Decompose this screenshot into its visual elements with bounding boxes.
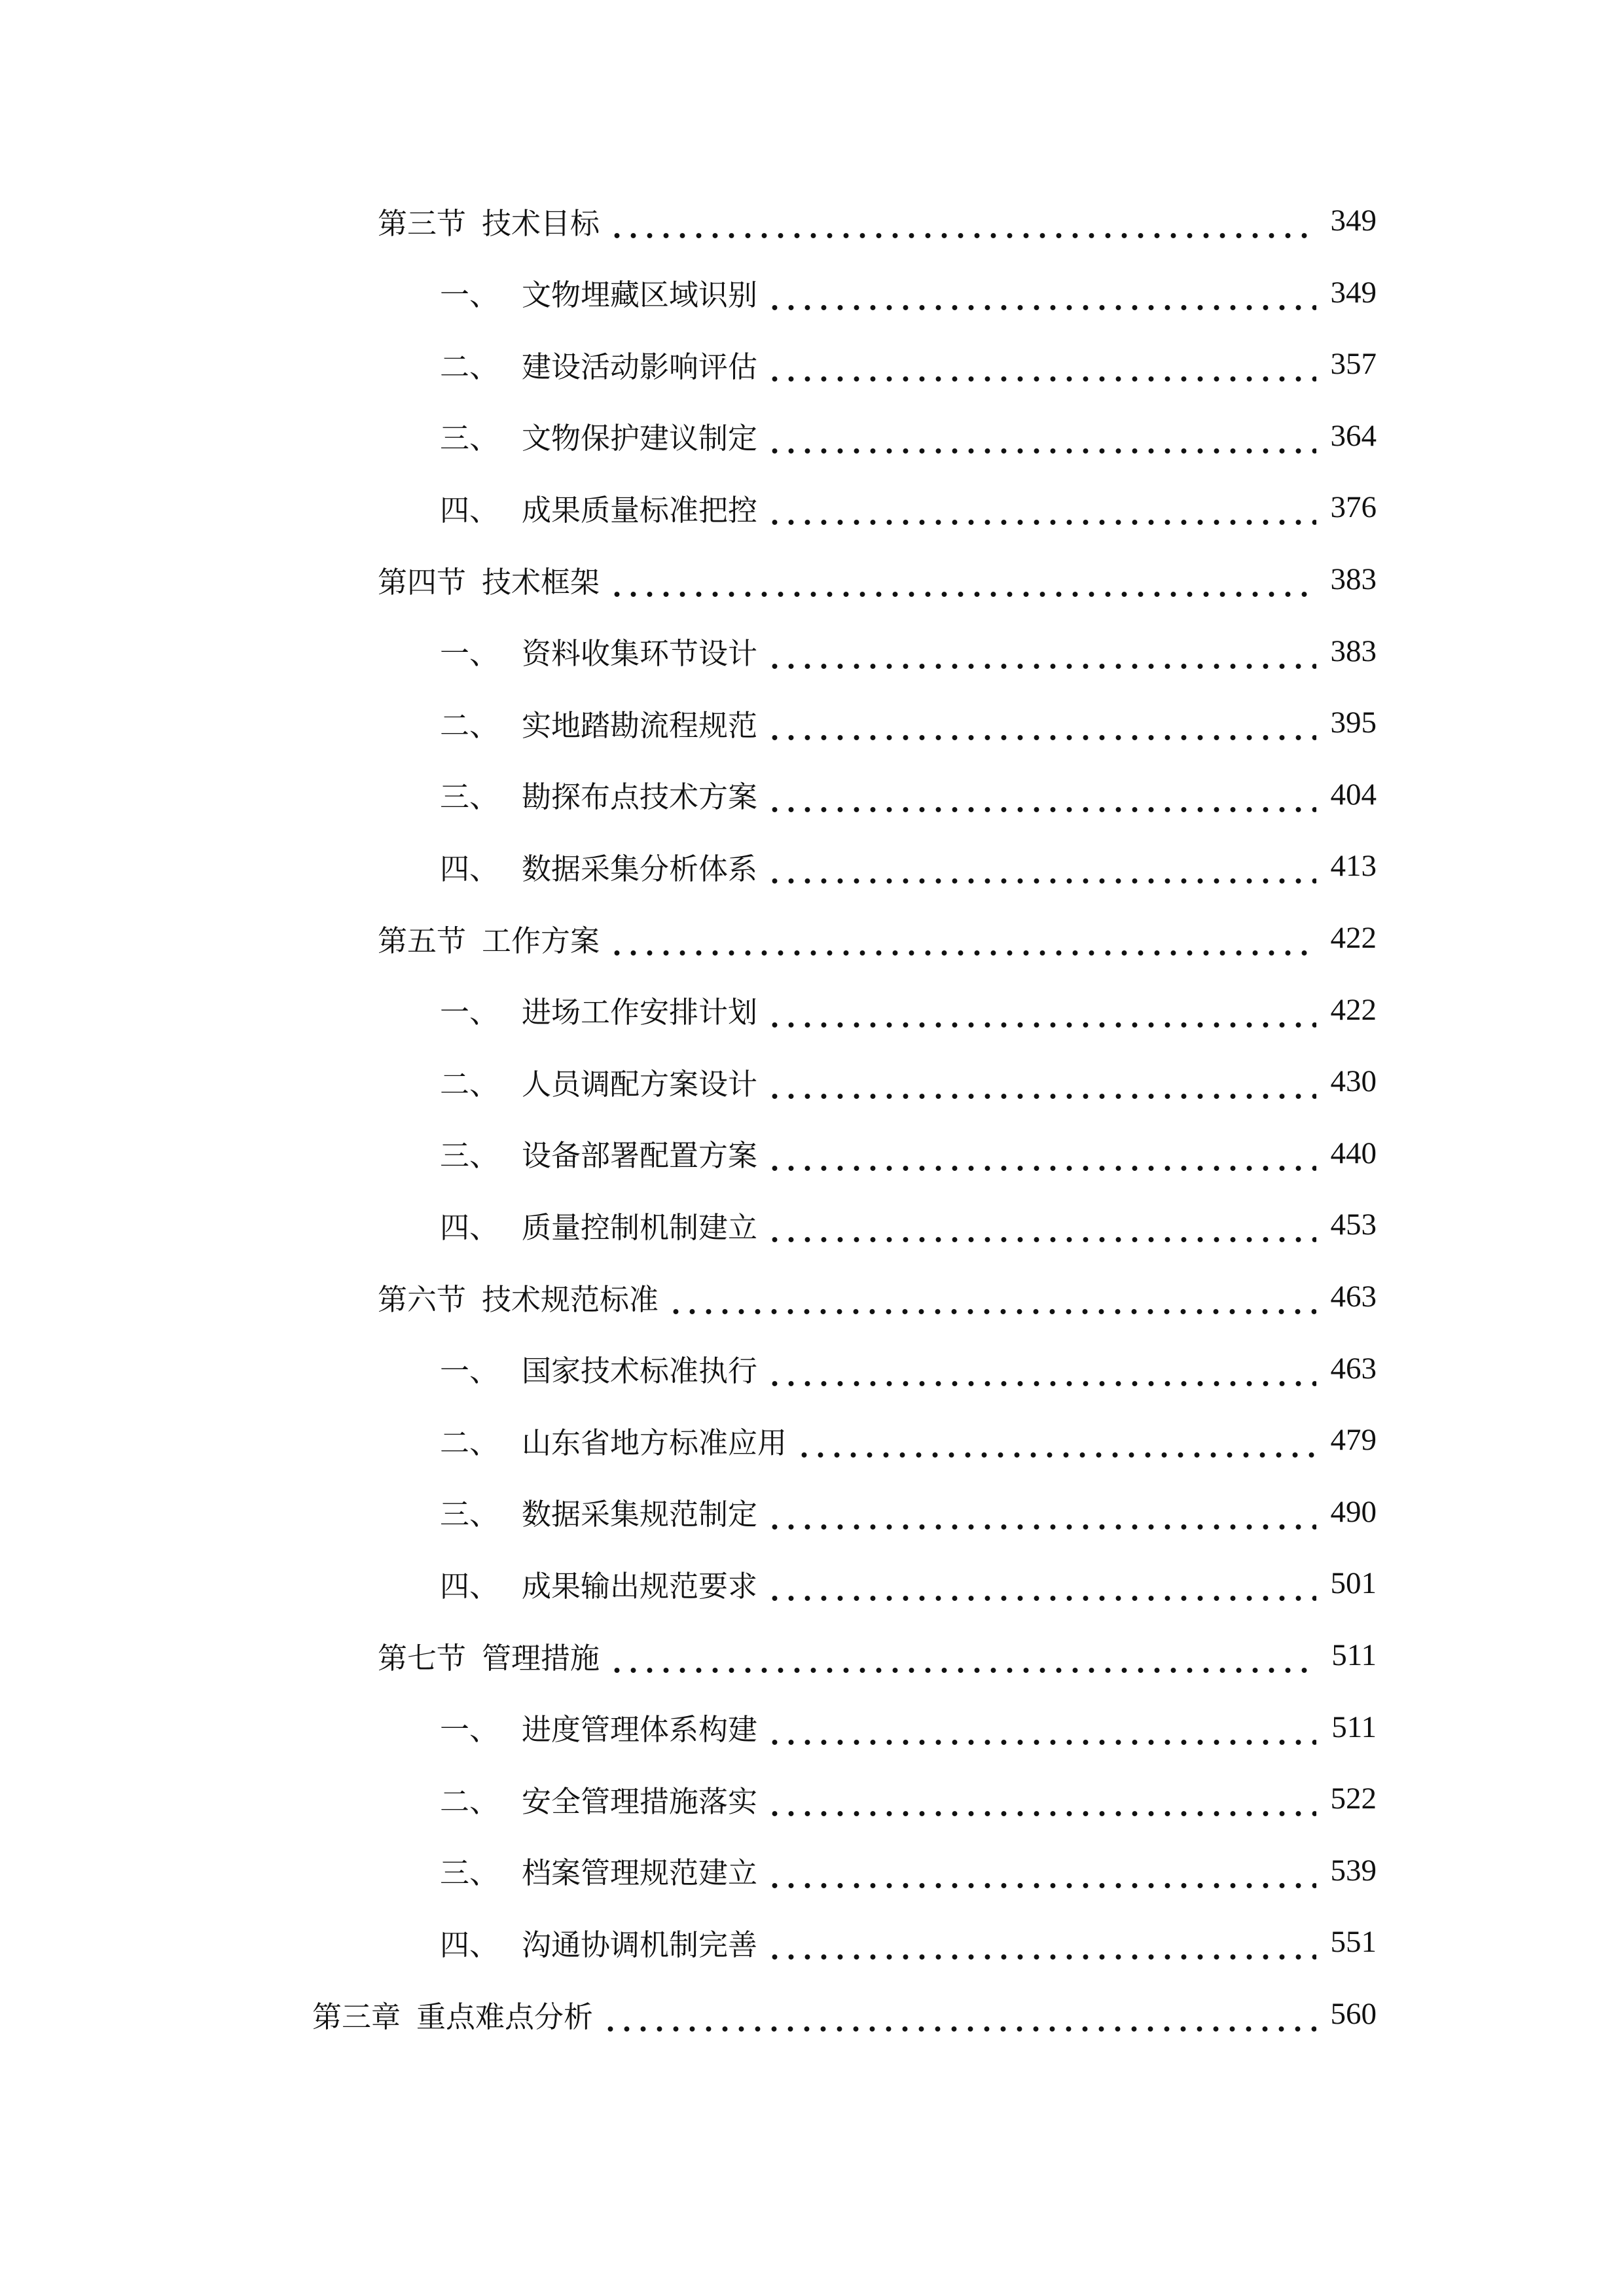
- toc-entry-title: 成果质量标准把控: [522, 492, 758, 528]
- toc-entry-number: 第四节: [378, 564, 467, 600]
- toc-entry-title: 数据采集分析体系: [522, 851, 758, 886]
- toc-entry-page-number: 383: [1330, 562, 1377, 596]
- dot-leader: [665, 1274, 1316, 1319]
- toc-entry-item[interactable]: [440, 484, 1377, 530]
- toc-entry-page-number: 404: [1330, 777, 1377, 812]
- toc-entry-page-number: 539: [1330, 1853, 1377, 1888]
- toc-entry-item[interactable]: [440, 1130, 1377, 1176]
- dot-leader: [764, 1560, 1316, 1606]
- dot-leader: [606, 556, 1316, 602]
- toc-entry-item[interactable]: [440, 628, 1377, 674]
- toc-entry-number: 一、: [440, 1712, 499, 1748]
- toc-entry-title: 设备部署配置方案: [522, 1138, 758, 1174]
- dot-leader: [764, 341, 1316, 387]
- toc-entry-item[interactable]: [440, 1489, 1377, 1535]
- toc-entry-item[interactable]: [440, 1346, 1377, 1391]
- toc-entry-number: 四、: [440, 851, 499, 886]
- toc-entry-number: 二、: [440, 708, 499, 743]
- toc-entry-number: 三、: [440, 780, 499, 815]
- toc-entry-item[interactable]: [440, 1058, 1377, 1104]
- toc-entry-number: 三、: [440, 1138, 499, 1174]
- toc-entry-title: 档案管理规范建立: [522, 1856, 758, 1891]
- dot-leader: [764, 772, 1316, 817]
- toc-entry-page-number: 511: [1331, 1710, 1377, 1744]
- dot-leader: [606, 1632, 1316, 1678]
- toc-entry-title: 沟通协调机制完善: [522, 1927, 758, 1962]
- dot-leader: [764, 484, 1316, 530]
- dot-leader: [606, 198, 1316, 243]
- dot-leader: [764, 1130, 1316, 1176]
- dot-leader: [764, 1058, 1316, 1104]
- toc-entry-item[interactable]: [440, 270, 1377, 315]
- toc-entry-item[interactable]: [440, 1776, 1377, 1821]
- dot-leader: [764, 1489, 1316, 1535]
- toc-entry-title: 文物保护建议制定: [522, 421, 758, 456]
- toc-entry-item[interactable]: [440, 700, 1377, 745]
- toc-entry-number: 二、: [440, 1425, 499, 1460]
- toc-entry-page-number: 413: [1330, 849, 1377, 884]
- toc-entry-number: 四、: [440, 1927, 499, 1962]
- toc-entry-title: 安全管理措施落实: [522, 1784, 758, 1819]
- toc-entry-number: 第三章: [312, 1999, 401, 2034]
- toc-entry-page-number: 349: [1330, 204, 1377, 238]
- toc-entry-number: 第五节: [378, 923, 467, 958]
- toc-entry-number: 第七节: [378, 1640, 467, 1676]
- toc-entry-number: 四、: [440, 492, 499, 528]
- toc-entry-page-number: 440: [1330, 1136, 1377, 1170]
- dot-leader: [764, 413, 1316, 459]
- toc-entry-title: 技术目标: [482, 206, 600, 241]
- toc-entry-section[interactable]: [378, 198, 1377, 243]
- toc-entry-title: 技术规范标准: [482, 1282, 659, 1317]
- toc-entry-page-number: 511: [1331, 1638, 1377, 1672]
- toc-entry-page-number: 479: [1330, 1423, 1377, 1458]
- dot-leader: [606, 915, 1316, 961]
- toc-entry-page-number: 383: [1330, 634, 1377, 668]
- toc-entry-page-number: 357: [1330, 347, 1377, 382]
- toc-entry-title: 重点难点分析: [416, 1999, 594, 2034]
- toc-entry-page-number: 463: [1330, 1280, 1377, 1314]
- toc-entry-number: 三、: [440, 1856, 499, 1891]
- dot-leader: [764, 843, 1316, 889]
- toc-entry-title: 文物埋藏区域识别: [522, 278, 758, 313]
- toc-entry-title: 国家技术标准执行: [522, 1354, 758, 1389]
- toc-entry-item[interactable]: [440, 987, 1377, 1033]
- toc-entry-page-number: 522: [1330, 1782, 1377, 1816]
- toc-entry-page-number: 560: [1330, 1997, 1377, 2031]
- dot-leader: [600, 1991, 1316, 2037]
- toc-entry-number: 二、: [440, 349, 499, 384]
- toc-entry-item[interactable]: [440, 1417, 1377, 1463]
- dot-leader: [764, 628, 1316, 674]
- toc-entry-page-number: 364: [1330, 418, 1377, 453]
- dot-leader: [793, 1417, 1316, 1463]
- toc-entry-number: 二、: [440, 1066, 499, 1102]
- toc-entry-item[interactable]: [440, 1704, 1377, 1750]
- toc-entry-title: 进度管理体系构建: [522, 1712, 758, 1748]
- toc-entry-item[interactable]: [440, 413, 1377, 459]
- toc-entry-item[interactable]: [440, 843, 1377, 889]
- toc-entry-page-number: 453: [1330, 1208, 1377, 1242]
- toc-entry-page-number: 551: [1330, 1925, 1377, 1960]
- toc-entry-number: 第三节: [378, 206, 467, 241]
- toc-entry-item[interactable]: [440, 1848, 1377, 1893]
- toc-entry-page-number: 463: [1330, 1351, 1377, 1386]
- toc-entry-title: 建设活动影响评估: [522, 349, 758, 384]
- toc-entry-number: 一、: [440, 995, 499, 1030]
- toc-entry-item[interactable]: [440, 772, 1377, 817]
- toc-entry-number: 四、: [440, 1568, 499, 1604]
- toc-entry-section[interactable]: [378, 556, 1377, 602]
- toc-entry-section[interactable]: [378, 915, 1377, 961]
- dot-leader: [764, 1346, 1316, 1391]
- toc-entry-title: 进场工作安排计划: [522, 995, 758, 1030]
- toc-entry-number: 二、: [440, 1784, 499, 1819]
- dot-leader: [764, 270, 1316, 315]
- toc-entry-title: 质量控制机制建立: [522, 1210, 758, 1245]
- toc-entry-title: 人员调配方案设计: [522, 1066, 758, 1102]
- toc-entry-number: 一、: [440, 636, 499, 672]
- toc-entry-page-number: 490: [1330, 1494, 1377, 1529]
- toc-entry-page-number: 422: [1330, 921, 1377, 955]
- toc-entry-title: 实地踏勘流程规范: [522, 708, 758, 743]
- toc-entry-number: 三、: [440, 421, 499, 456]
- toc-entry-title: 管理措施: [482, 1640, 600, 1676]
- toc-entry-item[interactable]: [440, 341, 1377, 387]
- toc-entry-chapter[interactable]: [312, 1991, 1377, 2037]
- toc-entry-page-number: 395: [1330, 706, 1377, 740]
- dot-leader: [764, 1776, 1316, 1821]
- toc-entry-title: 成果输出规范要求: [522, 1568, 758, 1604]
- toc-entry-item[interactable]: [440, 1919, 1377, 1965]
- dot-leader: [764, 700, 1316, 745]
- dot-leader: [764, 1202, 1316, 1247]
- toc-entry-number: 三、: [440, 1497, 499, 1532]
- toc-entry-item[interactable]: [440, 1202, 1377, 1247]
- toc-entry-section[interactable]: [378, 1274, 1377, 1319]
- toc-entry-title: 勘探布点技术方案: [522, 780, 758, 815]
- toc-entry-title: 山东省地方标准应用: [522, 1425, 787, 1460]
- toc-entry-number: 一、: [440, 278, 499, 313]
- toc-entry-page-number: 501: [1330, 1566, 1377, 1601]
- toc-entry-number: 四、: [440, 1210, 499, 1245]
- dot-leader: [764, 987, 1316, 1033]
- toc-entry-number: 一、: [440, 1354, 499, 1389]
- dot-leader: [764, 1848, 1316, 1893]
- toc-entry-title: 数据采集规范制定: [522, 1497, 758, 1532]
- toc-entry-page-number: 349: [1330, 275, 1377, 310]
- dot-leader: [764, 1919, 1316, 1965]
- dot-leader: [764, 1704, 1316, 1750]
- toc-entry-number: 第六节: [378, 1282, 467, 1317]
- toc-entry-page-number: 430: [1330, 1064, 1377, 1099]
- toc-entry-page-number: 422: [1330, 992, 1377, 1027]
- toc-entry-section[interactable]: [378, 1632, 1377, 1678]
- toc-entry-page-number: 376: [1330, 490, 1377, 525]
- toc-entry-title: 工作方案: [482, 923, 600, 958]
- toc-entry-item[interactable]: [440, 1560, 1377, 1606]
- toc-entry-title: 资料收集环节设计: [522, 636, 758, 672]
- toc-entry-title: 技术框架: [482, 564, 600, 600]
